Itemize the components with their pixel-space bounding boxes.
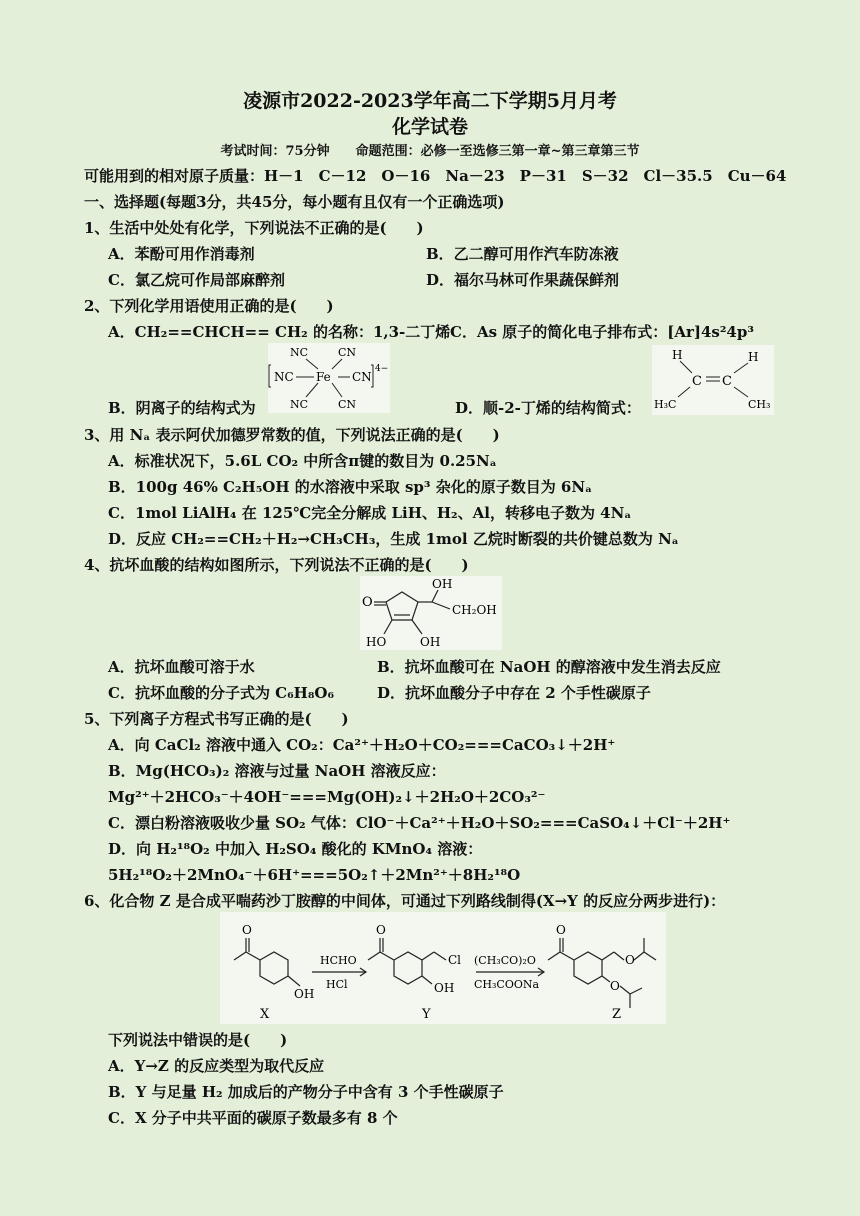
q1-option-a: A．苯酚可用作消毒剂 bbox=[108, 245, 255, 263]
butene-ch3-right: CH₃ bbox=[748, 398, 771, 411]
aa-oh-bottom: OH bbox=[420, 635, 441, 649]
q2-option-b: B．阴离子的结构式为 bbox=[108, 399, 256, 417]
q6-prompt: 下列说法中错误的是( ) bbox=[108, 1031, 288, 1049]
y-oh: OH bbox=[434, 981, 455, 995]
q5-stem: 5、下列离子方程式书写正确的是( ) bbox=[84, 710, 349, 728]
q3-option-d: D．反应 CH₂==CH₂＋H₂→CH₃CH₃，生成 1mol 乙烷时断裂的共价键总数为 Nₐ bbox=[108, 530, 679, 548]
q1-stem: 1、生活中处处有化学，下列说法不正确的是( ) bbox=[84, 219, 424, 237]
exam-title: 凌源市2022-2023学年高二下学期5月月考 bbox=[243, 90, 617, 112]
q6-stem: 6、化合物 Z 是合成平喘药沙丁胺醇的中间体，可通过下列路线制得(X→Y 的反应分两步进行)： bbox=[84, 892, 726, 910]
cis-2-butene-structure bbox=[652, 345, 774, 415]
x-oh: OH bbox=[294, 987, 315, 1001]
exam-subtitle: 化学试卷 bbox=[391, 116, 468, 138]
q5-option-c: C．漂白粉溶液吸收少量 SO₂ 气体：ClO⁻＋Ca²⁺＋H₂O＋SO₂===CaSO₄↓＋Cl⁻＋2H⁺ bbox=[108, 814, 731, 832]
butene-h-left: H bbox=[672, 348, 683, 362]
q5-option-b-equation: Mg²⁺＋2HCO₃⁻＋4OH⁻===Mg(OH)₂↓＋2H₂O＋2CO₃²⁻ bbox=[108, 788, 546, 806]
complex-charge: 4− bbox=[375, 364, 389, 374]
q6-option-a: A．Y→Z 的反应类型为取代反应 bbox=[108, 1057, 325, 1075]
butene-c-left: C bbox=[692, 374, 702, 389]
butene-h-right: H bbox=[748, 350, 759, 364]
y-carbonyl-o: O bbox=[376, 923, 386, 937]
y-cl: Cl bbox=[448, 953, 462, 967]
q6-option-c: C．X 分子中共平面的碳原子数最多有 8 个 bbox=[108, 1109, 398, 1127]
reagent-sodium-acetate: CH₃COONa bbox=[474, 978, 540, 991]
q3-option-a: A．标准状况下，5.6L CO₂ 中所含π键的数目为 0.25Nₐ bbox=[108, 452, 497, 470]
compound-y-label: Y bbox=[422, 1007, 431, 1022]
z-ester-o-2: O bbox=[610, 979, 620, 993]
q5-option-d: D．向 H₂¹⁸O₂ 中加入 H₂SO₄ 酸化的 KMnO₄ 溶液： bbox=[108, 840, 483, 858]
section-heading: 一、选择题(每题3分，共45分，每小题有且仅有一个正确选项) bbox=[84, 193, 505, 211]
synthesis-scheme bbox=[220, 912, 666, 1024]
compound-z-label: Z bbox=[612, 1007, 622, 1022]
exam-info: 考试时间：75分钟 命题范围：必修一至选修三第一章~第三章第三节 bbox=[220, 144, 640, 159]
z-carbonyl-o: O bbox=[556, 923, 566, 937]
z-ester-o-1: O bbox=[625, 953, 635, 967]
q3-option-c: C．1mol LiAlH₄ 在 125℃完全分解成 LiH、H₂、Al，转移电子数为 4Nₐ bbox=[108, 504, 632, 522]
complex-ligand-w: NC bbox=[274, 370, 294, 384]
q1-option-d: D．福尔马林可作果蔬保鲜剂 bbox=[426, 271, 620, 289]
q2-option-c: C．As 原子的简化电子排布式：[Ar]4s²4p³ bbox=[450, 323, 754, 341]
q5-option-d-equation: 5H₂¹⁸O₂＋2MnO₄⁻＋6H⁺===5O₂↑＋2Mn²⁺＋8H₂¹⁸O bbox=[108, 866, 521, 884]
q3-option-b: B．100g 46% C₂H₅OH 的水溶液中采取 sp³ 杂化的原子数目为 6Nₐ bbox=[108, 478, 593, 496]
aa-ch2oh: CH₂OH bbox=[452, 603, 497, 617]
reagent-acetic-anhydride: (CH₃CO)₂O bbox=[474, 954, 536, 967]
aa-carbonyl-o: O bbox=[362, 595, 373, 610]
x-carbonyl-o: O bbox=[242, 923, 252, 937]
q6-option-b: B．Y 与足量 H₂ 加成后的产物分子中含有 3 个手性碳原子 bbox=[108, 1083, 504, 1101]
ascorbic-acid-structure bbox=[360, 576, 502, 650]
complex-ligand-nw: NC bbox=[290, 346, 309, 359]
ferrocyanide-structure bbox=[268, 343, 390, 413]
q5-option-b: B．Mg(HCO₃)₂ 溶液与过量 NaOH 溶液反应： bbox=[108, 762, 446, 780]
q4-stem: 4、抗坏血酸的结构如图所示，下列说法不正确的是( ) bbox=[84, 556, 469, 574]
complex-ligand-ne: CN bbox=[338, 346, 357, 359]
compound-x-label: X bbox=[260, 1007, 270, 1022]
complex-ligand-sw: NC bbox=[290, 398, 309, 411]
q4-option-a: A．抗坏血酸可溶于水 bbox=[108, 658, 255, 676]
aa-ho: HO bbox=[366, 635, 387, 649]
butene-ch3-left: H₃C bbox=[654, 398, 677, 411]
butene-c-right: C bbox=[722, 374, 732, 389]
q4-option-d: D．抗坏血酸分子中存在 2 个手性碳原子 bbox=[377, 684, 651, 702]
q4-option-c: C．抗坏血酸的分子式为 C₆H₈O₆ bbox=[108, 684, 335, 702]
reagent-hcl: HCl bbox=[326, 978, 348, 991]
q2-option-a: A．CH₂==CHCH== CH₂ 的名称：1,3-二丁烯 bbox=[108, 323, 451, 341]
q4-option-b: B．抗坏血酸可在 NaOH 的醇溶液中发生消去反应 bbox=[377, 658, 721, 676]
q3-stem: 3、用 Nₐ 表示阿伏加德罗常数的值，下列说法正确的是( ) bbox=[84, 426, 500, 444]
atomic-masses: 可能用到的相对原子质量：H－1 C－12 O－16 Na－23 P－31 S－32 Cl－35.5 Cu－64 bbox=[84, 167, 787, 185]
complex-ligand-se: CN bbox=[338, 398, 357, 411]
reagent-hcho: HCHO bbox=[320, 954, 357, 967]
q2-option-d: D．顺-2-丁烯的结构简式： bbox=[455, 399, 641, 417]
q2-stem: 2、下列化学用语使用正确的是( ) bbox=[84, 297, 334, 315]
q1-option-c: C．氯乙烷可作局部麻醉剂 bbox=[108, 271, 285, 289]
aa-oh-top: OH bbox=[432, 577, 453, 591]
complex-ligand-e: CN bbox=[352, 370, 372, 384]
q5-option-a: A．向 CaCl₂ 溶液中通入 CO₂：Ca²⁺＋H₂O＋CO₂===CaCO₃↓＋2H⁺ bbox=[108, 736, 616, 754]
complex-center: Fe bbox=[316, 370, 331, 384]
q1-option-b: B．乙二醇可用作汽车防冻液 bbox=[426, 245, 619, 263]
